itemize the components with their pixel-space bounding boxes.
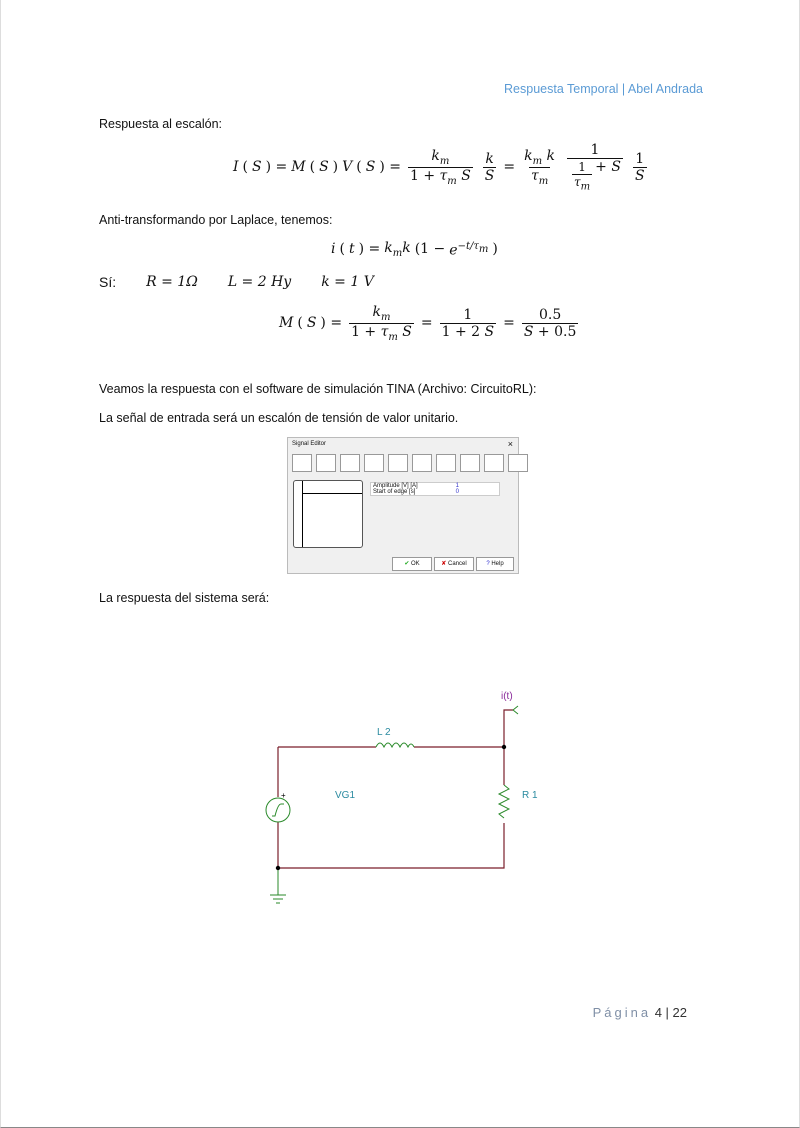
page-footer: Página 4 | 22 <box>592 1005 687 1020</box>
page-header: Respuesta Temporal | Abel Andrada <box>504 82 703 96</box>
cancel-button[interactable] <box>434 557 474 571</box>
waveform-button[interactable] <box>484 454 504 472</box>
equation-step-response: I ( S ) = M ( S ) V ( S ) = $\frac{k_m}{1 + \tau_m S}$ $\frac{k}{S}$ = $\frac{k_m k}{\tau_m}$ 1 $\frac{1}{\tau_m}$ + S $\frac{1}{S}$ <box>233 142 645 193</box>
check-icon: ✔ <box>404 561 412 567</box>
value-k: k = 1 V <box>321 274 374 290</box>
si-label: Sí: <box>99 274 117 290</box>
page-number: 4 <box>654 1005 662 1020</box>
help-label: Help <box>491 561 504 567</box>
help-button[interactable] <box>476 557 514 571</box>
paragraph-laplace: Anti-transformando por Laplace, tenemos: <box>99 213 333 227</box>
waveform-button[interactable] <box>388 454 408 472</box>
equation-time-response: i ( t ) = $k_mk$ (1 − $e^{-t/\tau_m}$ ) <box>331 240 498 259</box>
circuit-wire <box>278 747 504 868</box>
param-value: 1 <box>455 483 459 489</box>
waveform-button[interactable] <box>364 454 384 472</box>
waveform-button[interactable] <box>292 454 312 472</box>
param-value: 0 <box>455 489 459 495</box>
ok-label: OK <box>411 561 420 567</box>
step-icon <box>272 804 284 816</box>
waveform-button[interactable] <box>412 454 432 472</box>
page-word: Página <box>592 1005 652 1020</box>
rl-circuit-diagram <box>251 685 541 910</box>
resistor-label: R 1 <box>522 790 538 801</box>
given-values <box>99 274 374 290</box>
param-row[interactable] <box>371 489 499 495</box>
inductor-label: L 2 <box>377 727 391 738</box>
paragraph-tina: Veamos la respuesta con el software de simulación TINA (Archivo: CircuitoRL): <box>99 382 537 396</box>
waveform-button[interactable] <box>460 454 480 472</box>
ok-button[interactable] <box>392 557 432 571</box>
value-l: L = 2 Hy <box>227 274 292 290</box>
signal-preview <box>293 480 363 548</box>
source-label: VG1 <box>335 790 356 801</box>
plus-sign: + <box>281 791 286 800</box>
probe-label: i(t) <box>501 691 513 702</box>
cancel-label: Cancel <box>448 561 467 567</box>
resistor-symbol <box>499 785 509 818</box>
inductor-symbol <box>376 743 414 747</box>
param-label: Start of edge [s] <box>373 489 416 495</box>
waveform-button[interactable] <box>316 454 336 472</box>
signal-editor-dialog <box>287 437 519 574</box>
help-icon: ? <box>486 561 492 567</box>
param-label: Amplitude [V] [A] <box>373 483 418 489</box>
waveform-toolbar <box>292 454 528 472</box>
close-icon[interactable]: × <box>507 439 513 449</box>
dialog-title: Signal Editor <box>292 441 327 447</box>
value-r: R = 1Ω <box>146 274 198 290</box>
x-icon: ✘ <box>441 561 448 567</box>
page-total: 22 <box>672 1005 687 1020</box>
waveform-button[interactable] <box>340 454 360 472</box>
paragraph-system-response: La respuesta del sistema será: <box>99 591 270 605</box>
ground-icon <box>270 868 286 903</box>
paragraph-input-signal: La señal de entrada será un escalón de tensión de valor unitario. <box>99 411 459 425</box>
probe-wire <box>504 710 513 747</box>
probe-icon <box>513 706 518 714</box>
parameter-table <box>370 482 500 496</box>
node-dot <box>502 745 506 749</box>
step-source-symbol <box>266 798 290 822</box>
paragraph-step-response: Respuesta al escalón: <box>99 117 222 131</box>
node-dot <box>276 866 280 870</box>
waveform-button[interactable] <box>436 454 456 472</box>
equation-transfer: M ( S ) = $\frac{k_m}{1 + \tau_m S}$ = $\frac{1}{1 + 2 S}$ = $\frac{0.5}{S + 0.5}$ <box>279 304 577 343</box>
waveform-button[interactable] <box>508 454 528 472</box>
